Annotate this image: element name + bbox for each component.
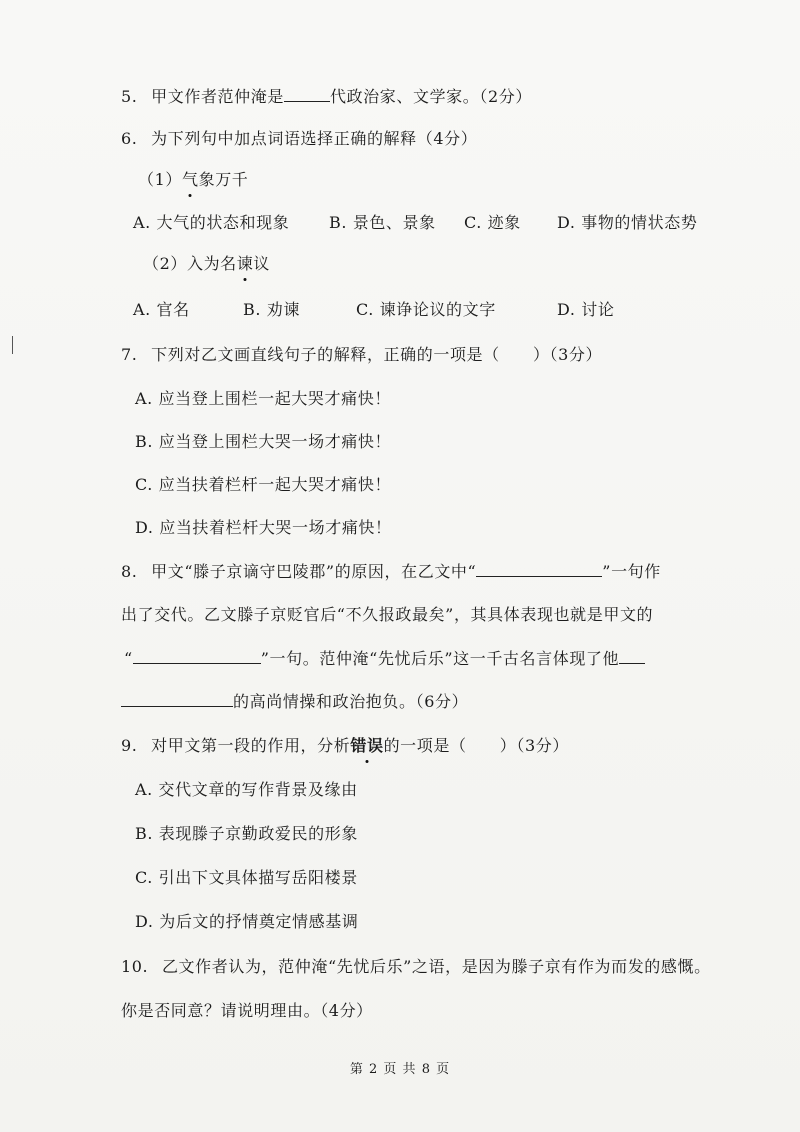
q6-sub1-option-a[interactable]: A. 大气的状态和现象 (133, 213, 290, 232)
q5-blank[interactable] (284, 87, 330, 102)
q6-sub1-option-d[interactable]: D. 事物的情状态势 (557, 213, 698, 232)
q10-number: 10. (121, 957, 149, 976)
q8-line1-a: 甲文“滕子京谪守巴陵郡”的原因，在乙文中“ (151, 562, 477, 581)
q5-number: 5. (121, 87, 138, 106)
q7-option-a[interactable]: A. 应当登上围栏一起大哭才痛快！ (135, 389, 391, 408)
q10-line-2: 你是否同意？请说明理由。（4分） (121, 1001, 373, 1020)
question-7-stem (121, 342, 602, 365)
q9-option-d[interactable]: D. 为后文的抒情奠定情感基调 (135, 912, 359, 931)
q9-stem-emphasis: 错误 (350, 733, 383, 756)
q6-sub1-option-b[interactable]: B. 景色、景象 (329, 213, 436, 232)
q6-sub2-rest: 议 (253, 254, 270, 273)
q8-line3-b: ”一句。范仲淹“先忧后乐”这一千古名言体现了他 (260, 649, 620, 668)
q8-line-2: 出了交代。乙文滕子京贬官后“不久报政最矣”，其具体表现也就是甲文的 (121, 605, 654, 624)
q7-option-c[interactable]: C. 应当扶着栏杆一起大哭才痛快！ (135, 475, 392, 494)
q6-stem: 为下列句中加点词语选择正确的解释（4分） (151, 129, 478, 148)
q8-blank-2[interactable] (133, 649, 261, 664)
q6-sub2-dotted-word: 谏 (237, 251, 254, 274)
q8-line1-b: ”一句作 (602, 562, 661, 581)
q9-option-a[interactable]: A. 交代文章的写作背景及缘由 (135, 780, 358, 799)
question-10-line-1 (121, 954, 711, 977)
q9-option-b[interactable]: B. 表现滕子京勤政爱民的形象 (135, 824, 358, 843)
q6-sub2 (143, 251, 270, 274)
q7-stem: 下列对乙文画直线句子的解释，正确的一项是（ ）（3分） (151, 345, 603, 364)
question-6-stem (121, 126, 477, 149)
q6-sub2-option-c[interactable]: C. 谏诤论议的文字 (356, 300, 496, 319)
q6-sub1 (138, 167, 248, 190)
q6-sub1-option-c[interactable]: C. 迹象 (464, 213, 521, 232)
q7-number: 7. (121, 345, 138, 364)
question-5 (121, 84, 532, 107)
q8-blank-3-end[interactable] (121, 692, 233, 707)
q6-sub1-rest: 象万千 (198, 170, 249, 189)
q9-number: 9. (121, 736, 138, 755)
q8-blank-3-start[interactable] (619, 649, 645, 664)
q6-sub2-option-d[interactable]: D. 讨论 (557, 300, 615, 319)
q6-sub1-prefix: （1） (138, 170, 182, 189)
q6-sub1-dotted-word: 气 (182, 167, 199, 190)
question-9-stem (121, 733, 569, 756)
question-8-line-4 (121, 689, 468, 712)
q5-text-b: 代政治家、文学家。（2分） (329, 87, 532, 106)
q7-option-d[interactable]: D. 应当扶着栏杆大哭一场才痛快！ (135, 518, 392, 537)
q6-sub2-option-a[interactable]: A. 官名 (133, 300, 190, 319)
q6-sub2-option-b[interactable]: B. 劝谏 (243, 300, 300, 319)
page-footer: 第 2 页 共 8 页 (349, 1062, 451, 1077)
q9-option-c[interactable]: C. 引出下文具体描写岳阳楼景 (135, 868, 358, 887)
q9-stem-a: 对甲文第一段的作用，分析 (151, 736, 351, 755)
q6-number: 6. (121, 129, 138, 148)
q8-number: 8. (121, 562, 138, 581)
q7-option-b[interactable]: B. 应当登上围栏大哭一场才痛快！ (135, 432, 392, 451)
q10-line1: 乙文作者认为，范仲淹“先忧后乐”之语，是因为滕子京有作为而发的感慨。 (161, 957, 711, 976)
question-8-line-1 (121, 559, 661, 582)
q8-line4: 的高尚情操和政治抱负。（6分） (233, 692, 469, 711)
q6-sub2-prefix: （2）入为名 (143, 254, 237, 273)
q5-text-a: 甲文作者范仲淹是 (151, 87, 284, 106)
q8-blank-1[interactable] (476, 562, 602, 577)
question-8-line-3 (124, 646, 645, 669)
q8-line3-a: “ (124, 649, 133, 668)
q9-stem-b: 的一项是（ ）（3分） (383, 736, 569, 755)
margin-mark (12, 336, 13, 354)
